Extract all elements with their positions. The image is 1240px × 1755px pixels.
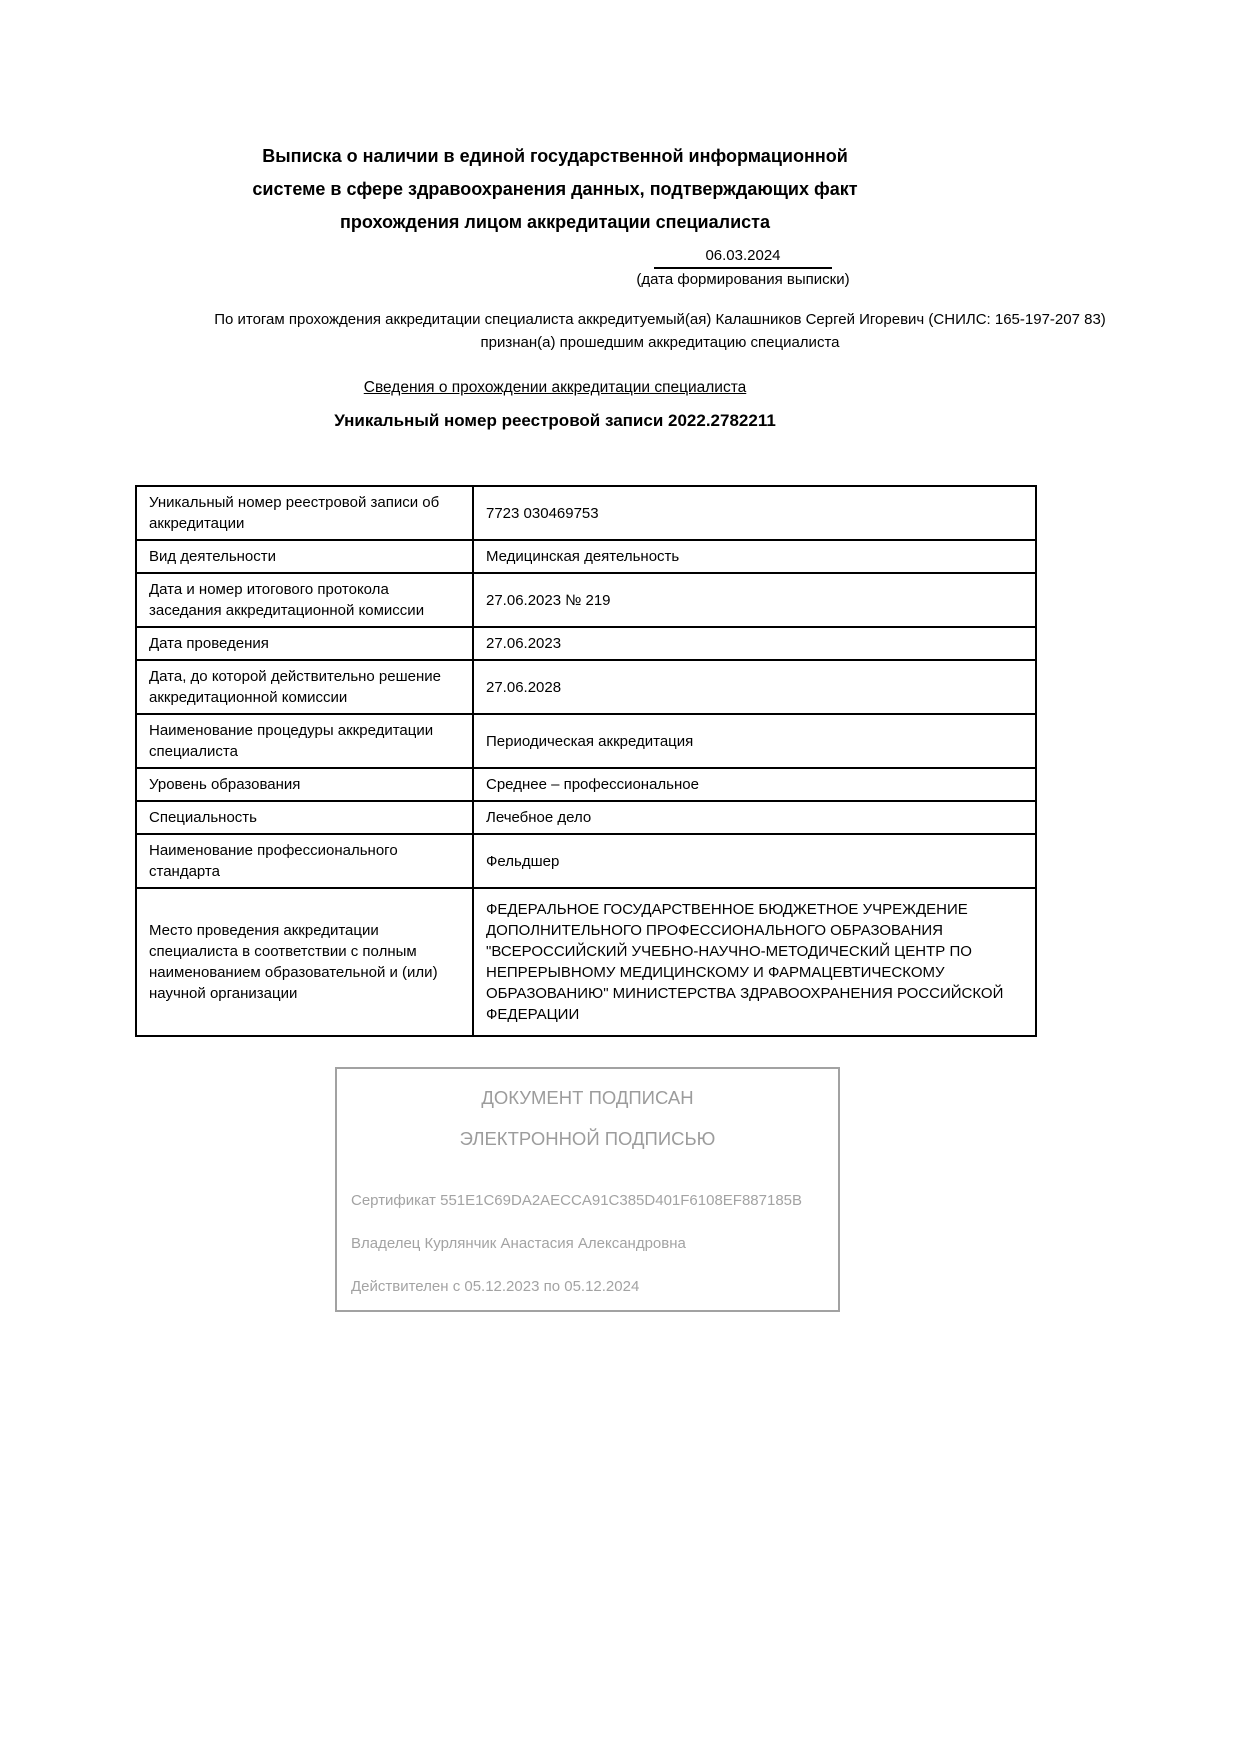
registry-number-heading: Уникальный номер реестровой записи 2022.2782211 — [334, 411, 776, 430]
row-label-registry-number: Уникальный номер реестровой записи об аккредитации — [136, 486, 473, 540]
signature-certificate: Сертификат 551E1C69DA2AECCA91C385D401F6108EF887185B — [351, 1192, 803, 1209]
row-value-procedure-name: Периодическая аккредитация — [473, 714, 1036, 768]
document-title-line-1: Выписка о наличии в единой государственной информационной — [262, 146, 848, 166]
signature-owner: Владелец Курлянчик Анастасия Александровна — [351, 1235, 686, 1252]
row-value-valid-until: 27.06.2028 — [473, 660, 1036, 714]
intro-line-2: признан(а) прошедшим аккредитацию специалиста — [480, 334, 840, 351]
table-row — [136, 834, 1036, 888]
row-label-accreditation-place: Место проведения аккредитации специалиста в соответствии с полным наименованием образовательной и (или) научной организации — [136, 888, 473, 1036]
table-row — [136, 540, 1036, 573]
row-label-education-level: Уровень образования — [136, 768, 473, 801]
accreditation-table — [135, 485, 1037, 1037]
table-row — [136, 714, 1036, 768]
signature-validity: Действителен с 05.12.2023 по 05.12.2024 — [351, 1278, 640, 1295]
row-value-education-level: Среднее – профессиональное — [473, 768, 1036, 801]
row-label-activity-type: Вид деятельности — [136, 540, 473, 573]
generation-date-caption: (дата формирования выписки) — [636, 271, 850, 288]
document-title-line-2: системе в сфере здравоохранения данных, подтверждающих факт — [252, 179, 858, 199]
row-label-protocol: Дата и номер итогового протокола заседания аккредитационной комиссии — [136, 573, 473, 627]
generation-date-block — [633, 247, 853, 288]
section-heading: Сведения о прохождении аккредитации специалиста — [363, 379, 747, 396]
row-label-specialty: Специальность — [136, 801, 473, 834]
row-label-professional-standard: Наименование профессионального стандарта — [136, 834, 473, 888]
signature-heading-line1: ДОКУМЕНТ ПОДПИСАН — [481, 1087, 694, 1108]
row-label-procedure-name: Наименование процедуры аккредитации специалиста — [136, 714, 473, 768]
generation-date: 06.03.2024 — [654, 247, 832, 269]
signature-heading-line2: ЭЛЕКТРОННОЙ ПОДПИСЬЮ — [459, 1128, 716, 1149]
document-title — [135, 140, 975, 239]
intro-line-1: По итогам прохождения аккредитации специалиста аккредитуемый(ая) Калашников Сергей Игоревич (СНИЛС: 165-197-207 83) — [214, 311, 1106, 328]
row-label-date-held: Дата проведения — [136, 627, 473, 660]
table-row — [136, 768, 1036, 801]
table-row — [136, 888, 1036, 1036]
row-value-protocol: 27.06.2023 № 219 — [473, 573, 1036, 627]
intro-paragraph — [210, 308, 1110, 354]
row-value-activity-type: Медицинская деятельность — [473, 540, 1036, 573]
row-label-valid-until: Дата, до которой действительно решение аккредитационной комиссии — [136, 660, 473, 714]
table-row — [136, 627, 1036, 660]
table-row — [136, 573, 1036, 627]
table-row — [136, 486, 1036, 540]
table-row — [136, 801, 1036, 834]
signature-box — [335, 1067, 840, 1312]
row-value-date-held: 27.06.2023 — [473, 627, 1036, 660]
row-value-professional-standard: Фельдшер — [473, 834, 1036, 888]
row-value-accreditation-place: ФЕДЕРАЛЬНОЕ ГОСУДАРСТВЕННОЕ БЮДЖЕТНОЕ УЧРЕЖДЕНИЕ ДОПОЛНИТЕЛЬНОГО ПРОФЕССИОНАЛЬНОГО ОБРАЗОВАНИЯ "ВСЕРОССИЙСКИЙ УЧЕБНО-НАУЧНО-МЕТОДИЧЕСКИЙ ЦЕНТР ПО НЕПРЕРЫВНОМУ МЕДИЦИНСКОМУ И ФАРМАЦЕВТИЧЕСКОМУ ОБРАЗОВАНИЮ" МИНИСТЕРСТВА ЗДРАВООХРАНЕНИЯ РОССИЙСКОЙ ФЕДЕРАЦИИ — [473, 888, 1036, 1036]
table-row — [136, 660, 1036, 714]
row-value-specialty: Лечебное дело — [473, 801, 1036, 834]
document-title-line-3: прохождения лицом аккредитации специалиста — [340, 212, 770, 232]
row-value-registry-number: 7723 030469753 — [473, 486, 1036, 540]
